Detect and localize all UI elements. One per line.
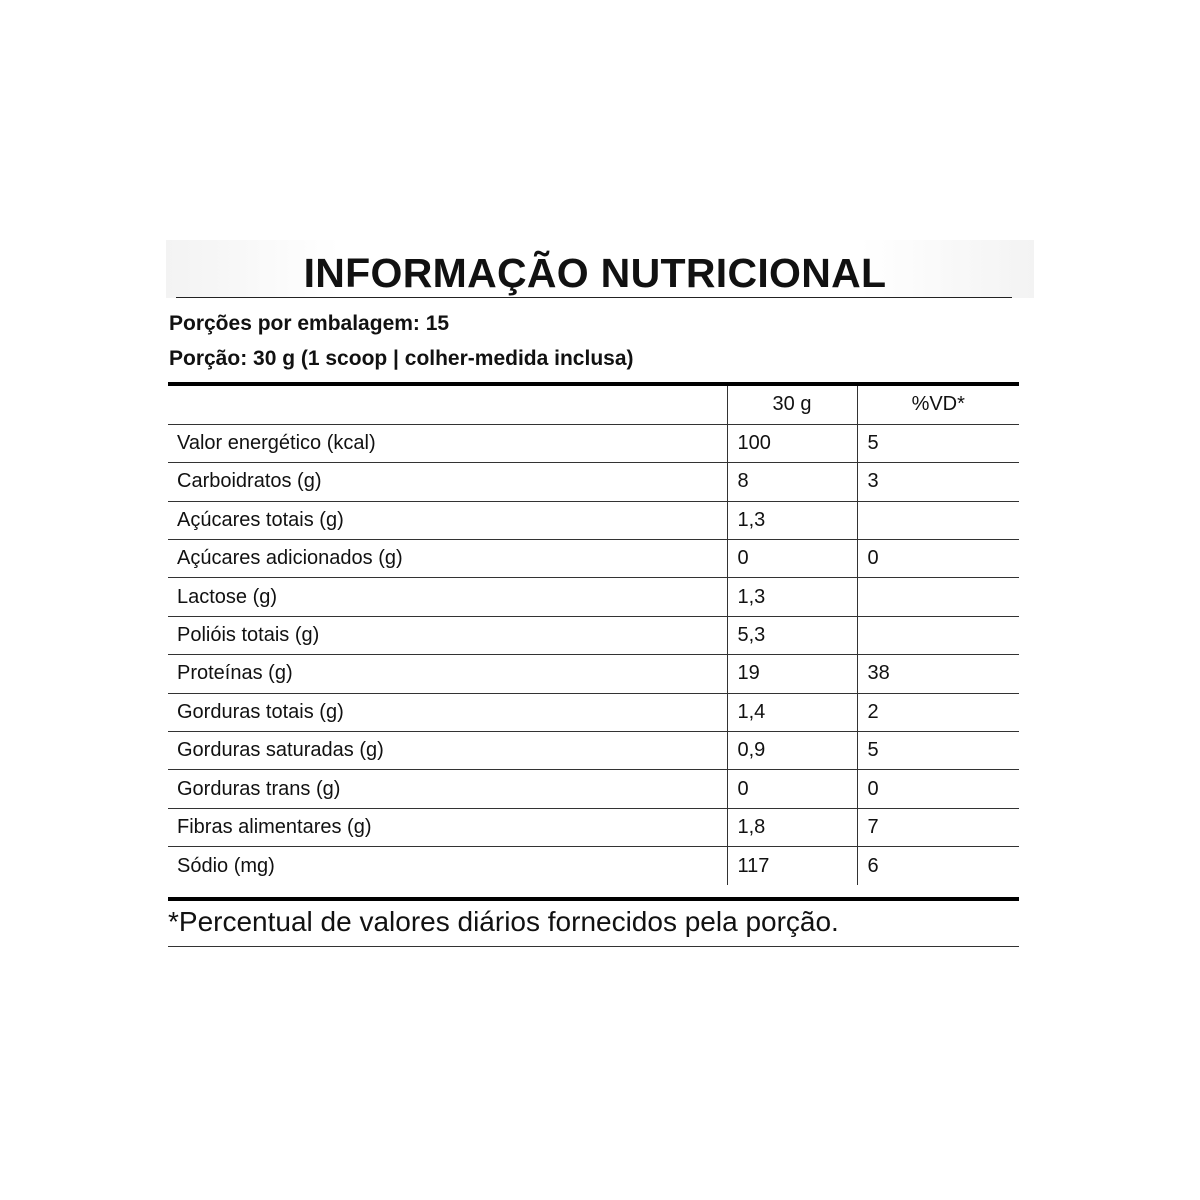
nutrient-name: Açúcares adicionados (g) [168,540,727,578]
header-daily-value: %VD* [857,386,1019,424]
nutrient-daily-value: 2 [857,693,1019,731]
nutrition-table [168,386,1019,885]
nutrient-daily-value: 0 [857,540,1019,578]
nutrient-daily-value: 6 [857,847,1019,885]
table-row [168,732,1019,770]
nutrient-amount: 0 [727,770,857,808]
table-row [168,616,1019,654]
nutrient-daily-value: 5 [857,424,1019,462]
nutrient-amount: 100 [727,424,857,462]
nutrient-daily-value: 0 [857,770,1019,808]
table-bottom-rule [168,897,1019,901]
table-row [168,693,1019,731]
table-row [168,463,1019,501]
table-row [168,808,1019,846]
nutrient-name: Gorduras totais (g) [168,693,727,731]
nutrient-daily-value [857,501,1019,539]
nutrient-name: Lactose (g) [168,578,727,616]
nutrient-amount: 5,3 [727,616,857,654]
nutrient-amount: 1,8 [727,808,857,846]
nutrient-daily-value [857,578,1019,616]
nutrient-daily-value: 5 [857,732,1019,770]
nutrient-daily-value: 7 [857,808,1019,846]
footnote: *Percentual de valores diários fornecidos pela porção. [168,906,839,937]
nutrient-name: Proteínas (g) [168,655,727,693]
nutrient-amount: 117 [727,847,857,885]
nutrient-name: Gorduras saturadas (g) [168,732,727,770]
nutrient-amount: 8 [727,463,857,501]
servings-per-package: Porções por embalagem: 15 [169,312,450,335]
nutrient-name: Valor energético (kcal) [168,424,727,462]
table-row [168,578,1019,616]
nutrient-amount: 1,3 [727,578,857,616]
table-row [168,501,1019,539]
footnote-divider [168,946,1019,947]
serving-size: Porção: 30 g (1 scoop | colher-medida inclusa) [169,347,634,370]
nutrient-amount: 1,4 [727,693,857,731]
nutrient-daily-value [857,616,1019,654]
table-row [168,540,1019,578]
nutrient-amount: 19 [727,655,857,693]
table-row [168,655,1019,693]
table-row [168,847,1019,885]
nutrient-name: Polióis totais (g) [168,616,727,654]
nutrient-name: Açúcares totais (g) [168,501,727,539]
nutrient-daily-value: 38 [857,655,1019,693]
table-row [168,770,1019,808]
nutrient-daily-value: 3 [857,463,1019,501]
title-divider [176,297,1012,298]
nutrient-name: Sódio (mg) [177,854,275,877]
label-title: INFORMAÇÃO NUTRICIONAL [303,250,887,296]
nutrient-name: Gorduras trans (g) [168,770,727,808]
nutrient-amount: 1,3 [727,501,857,539]
table-header-row [168,386,1019,424]
nutrient-name: Fibras alimentares (g) [168,808,727,846]
nutrient-amount: 0 [727,540,857,578]
nutrient-amount: 0,9 [727,732,857,770]
header-amount: 30 g [727,386,857,424]
table-row [168,424,1019,462]
header-nutrient [168,386,727,424]
nutrient-name: Carboidratos (g) [168,463,727,501]
